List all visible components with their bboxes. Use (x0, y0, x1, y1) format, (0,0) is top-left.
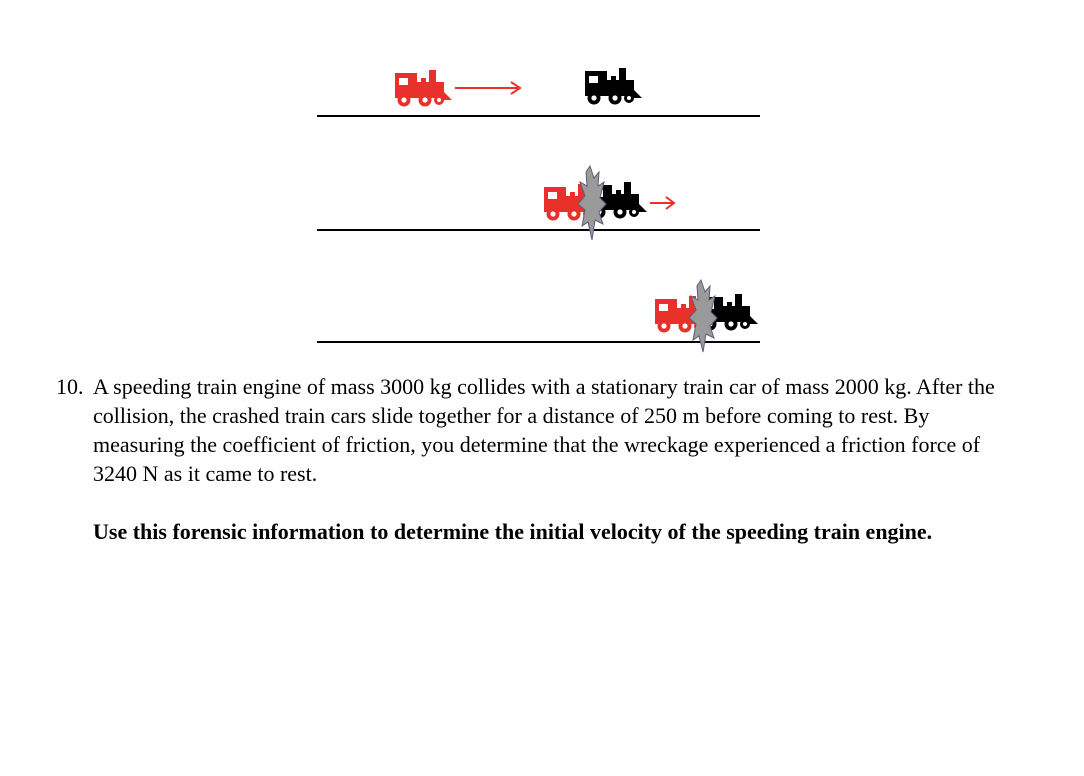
velocity-arrow-icon (455, 82, 520, 94)
train-car-icon (585, 68, 642, 105)
problem-instruction: Use this forensic information to determine the initial velocity of the speeding train engine. (93, 519, 933, 544)
stage-collision (317, 166, 760, 240)
velocity-arrow-icon (650, 197, 674, 209)
problem-number: 10. (56, 374, 84, 399)
problem-text: A speeding train engine of mass 3000 kg collides with a stationary train car of mass 2000 kg. After the collision, the crashed train cars slide together for a distance of 250 m before coming to rest. By measuring the coefficient of friction, you determine that the wreckage experienced a friction force of 3240 N as it came to rest. (93, 374, 995, 486)
collision-diagram (0, 0, 1084, 360)
train-engine-icon (395, 70, 452, 107)
stage-before-collision (317, 68, 760, 116)
problem-10 (56, 372, 1016, 546)
stage-after-collision (317, 280, 760, 352)
impact-burst-icon (578, 166, 606, 240)
